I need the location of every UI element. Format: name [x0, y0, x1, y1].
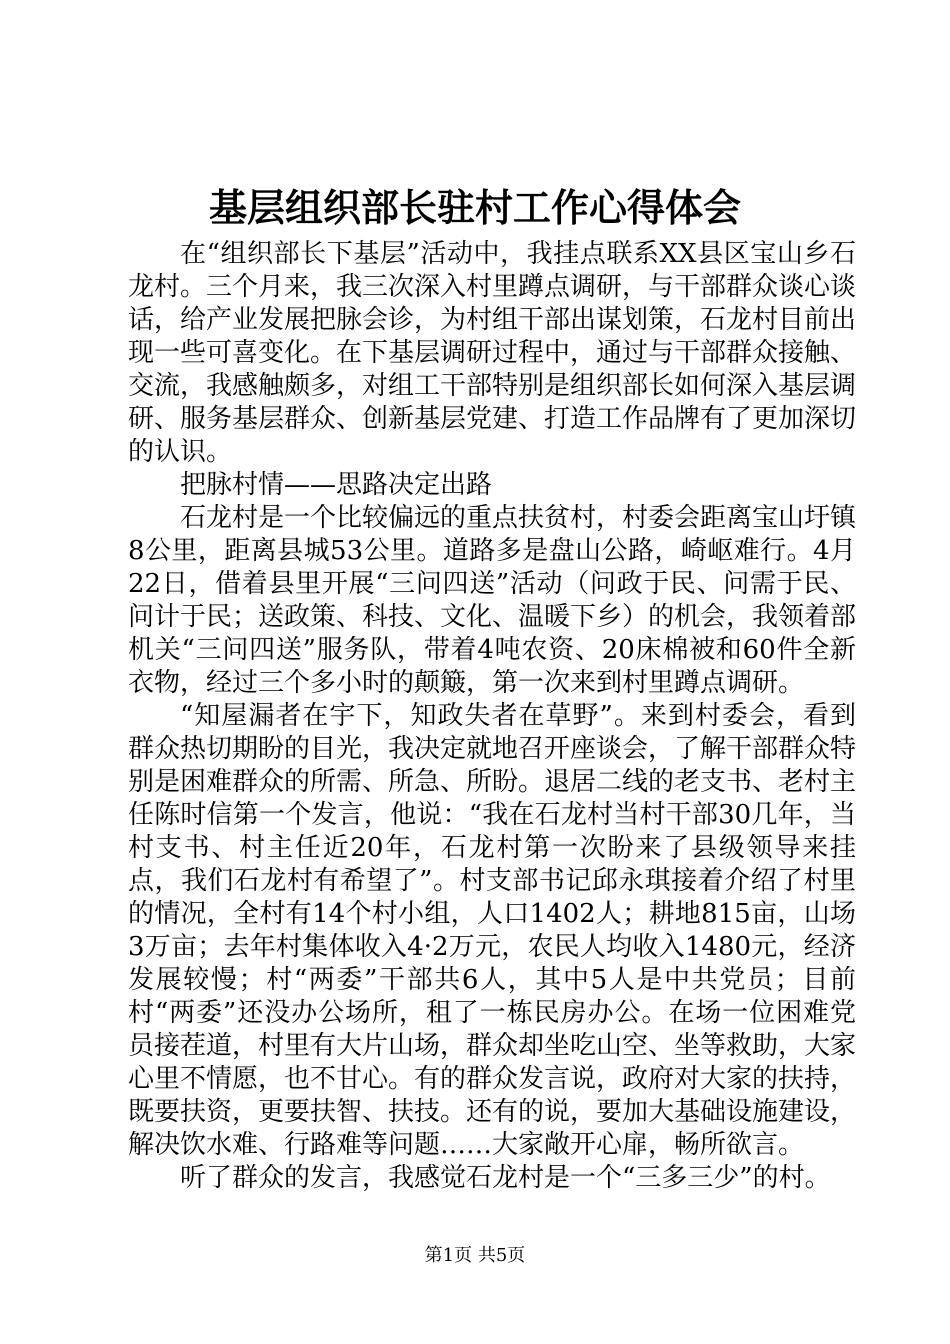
paragraph-village-background: 石龙村是一个比较偏远的重点扶贫村，村委会距离宝山圩镇8公里，距离县城53公里。道路多是盘山公路，崎岖难行。4月22日，借着县里开展“三问四送”活动（问政于民、问需于民、问计于民；送政策、科技、文化、温暖下乡）的机会，我领着部机关“三问四送”服务队，带着4吨农资、20床棉被和60件全新衣物，经过三个多小时的颠簸，第一次来到村里蹲点调研。 [128, 503, 857, 698]
section-heading: 把脉村情——思路决定出路 [180, 470, 493, 500]
paragraph-intro: 在“组织部长下基层”活动中，我挂点联系XX县区宝山乡石龙村。三个月来，我三次深入村里蹲点调研，与干部群众谈心谈话，给产业发展把脉会诊，为村组干部出谋划策，石龙村目前出现一些可喜变化。在下基层调研过程中，通过与干部群众接触、交流，我感触颇多，对组工干部特别是组织部长如何深入基层调研、服务基层群众、创新基层党建、打造工作品牌有了更加深切的认识。 [128, 239, 857, 467]
document-body [128, 238, 856, 1195]
document-title: 基层组织部长驻村工作心得体会 [208, 185, 741, 230]
page-footer: 第1页 共5页 [424, 1245, 526, 1266]
paragraph-symposium: “知屋漏者在宇下，知政失者在草野”。来到村委会，看到群众热切期盼的目光，我决定就地召开座谈会，了解干部群众特别是困难群众的所需、所急、所盼。退居二线的老支书、老村主任陈时信第一个发言，他说：“我在石龙村当村干部30几年，当村支书、村主任近20年，石龙村第一次盼来了县级领导来挂点，我们石龙村有希望了”。村支部书记邱永琪接着介绍了村里的情况，全村有14个村小组，人口1402人；耕地815亩，山场3万亩；去年村集体收入4·2万元，农民人均收入1480元，经济发展较慢；村“两委”干部共6人，其中5人是中共党员；目前村“两委”还没办公场所，租了一栋民房办公。在场一位困难党员接茬道，村里有大片山场，群众却坐吃山空、坐等救助，大家心里不情愿，也不甘心。有的群众发言说，政府对大家的扶持，既要扶资，更要扶智、扶技。还有的说，要加大基础设施建设，解决饮水难、行路难等问题……大家敞开心扉，畅所欲言。 [128, 701, 857, 1160]
paragraph-conclusion: 听了群众的发言，我感觉石龙村是一个“三多三少”的村。 [180, 1163, 831, 1193]
